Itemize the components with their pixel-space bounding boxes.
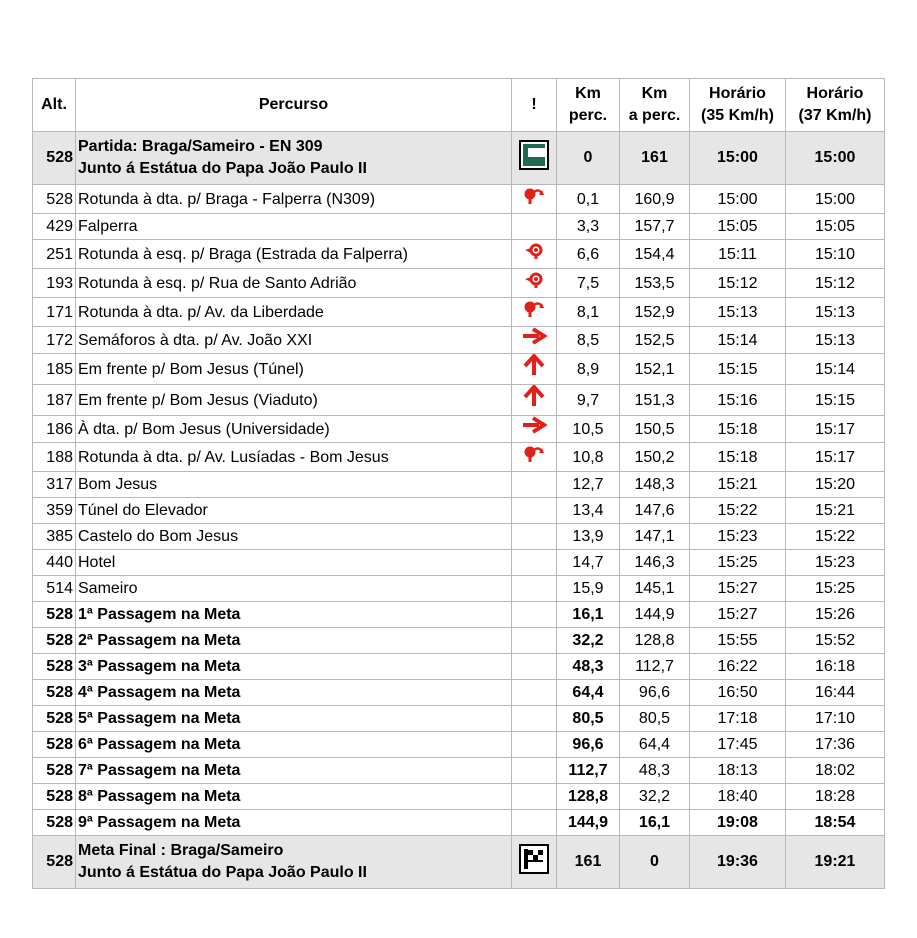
row-alt: 185 [33,354,76,385]
row-km: 14,7 [557,550,620,576]
route-row [33,498,885,524]
row-km-left: 154,4 [620,240,690,269]
row-km-left: 150,2 [620,443,690,472]
header-km-perc-line2: perc. [568,107,608,124]
row-h35: 15:27 [690,576,786,602]
route-row [33,416,885,443]
row-km: 13,9 [557,524,620,550]
header-alt: Alt. [33,79,76,132]
row-alt: 528 [33,784,76,810]
route-row [33,732,885,758]
row-h37: 15:13 [786,298,885,327]
row-km-left: 152,9 [620,298,690,327]
header-horario-37 [786,79,885,132]
finish-h35: 19:36 [690,836,786,889]
start-alt: 528 [33,132,76,185]
row-icon-cell [512,550,557,576]
row-alt: 429 [33,214,76,240]
route-row [33,354,885,385]
row-icon-cell [512,354,557,385]
row-percurso: 5ª Passagem na Meta [76,706,512,732]
arrow-up-icon [522,354,546,384]
row-km: 112,7 [557,758,620,784]
row-h35: 18:13 [690,758,786,784]
row-h35: 17:18 [690,706,786,732]
header-horario-35 [690,79,786,132]
start-percurso [76,132,512,185]
row-h37: 15:26 [786,602,885,628]
row-km-left: 112,7 [620,654,690,680]
row-h37: 15:13 [786,327,885,354]
row-km: 16,1 [557,602,620,628]
row-h35: 15:55 [690,628,786,654]
row-alt: 385 [33,524,76,550]
row-km: 96,6 [557,732,620,758]
row-icon-cell [512,327,557,354]
row-icon-cell [512,214,557,240]
row-km-left: 64,4 [620,732,690,758]
finish-alt: 528 [33,836,76,889]
header-km-perc-line1: Km [575,85,601,102]
finish-row [33,836,885,889]
row-h35: 16:50 [690,680,786,706]
row-h35: 15:21 [690,472,786,498]
row-percurso: 3ª Passagem na Meta [76,654,512,680]
row-h37: 15:12 [786,269,885,298]
row-km: 13,4 [557,498,620,524]
row-icon-cell [512,680,557,706]
route-row [33,214,885,240]
row-percurso: 9ª Passagem na Meta [76,810,512,836]
row-icon-cell [512,385,557,416]
finish-km: 161 [557,836,620,889]
row-icon-cell [512,298,557,327]
row-h35: 15:25 [690,550,786,576]
row-h35: 15:05 [690,214,786,240]
row-km: 12,7 [557,472,620,498]
row-percurso: 8ª Passagem na Meta [76,784,512,810]
row-h37: 16:44 [786,680,885,706]
finish-flag-icon [519,844,549,881]
row-percurso: Rotunda à esq. p/ Rua de Santo Adrião [76,269,512,298]
row-h37: 15:15 [786,385,885,416]
row-km: 10,8 [557,443,620,472]
row-h37: 15:23 [786,550,885,576]
start-h35: 15:00 [690,132,786,185]
row-km-left: 157,7 [620,214,690,240]
row-icon-cell [512,416,557,443]
row-h35: 15:12 [690,269,786,298]
row-km: 8,5 [557,327,620,354]
finish-percurso [76,836,512,889]
row-alt: 528 [33,706,76,732]
row-percurso: Em frente p/ Bom Jesus (Viaduto) [76,385,512,416]
row-km: 3,3 [557,214,620,240]
row-alt: 188 [33,443,76,472]
row-km-left: 160,9 [620,185,690,214]
route-table [32,78,885,889]
row-h35: 18:40 [690,784,786,810]
row-icon-cell [512,784,557,810]
row-icon-cell [512,654,557,680]
header-horario-37-line1: Horário [806,85,864,102]
row-h35: 15:15 [690,354,786,385]
row-km: 8,1 [557,298,620,327]
row-km: 128,8 [557,784,620,810]
row-alt: 528 [33,810,76,836]
row-icon-cell [512,810,557,836]
row-km-left: 150,5 [620,416,690,443]
finish-icon-cell [512,836,557,889]
row-h35: 15:18 [690,416,786,443]
row-h37: 18:54 [786,810,885,836]
row-h37: 17:10 [786,706,885,732]
row-alt: 528 [33,732,76,758]
route-row [33,810,885,836]
row-km: 144,9 [557,810,620,836]
row-percurso: 1ª Passagem na Meta [76,602,512,628]
row-km: 32,2 [557,628,620,654]
arrow-right-icon [521,327,547,353]
finish-line2: Junto á Estátua do Papa João Paulo II [78,864,367,881]
start-h37: 15:00 [786,132,885,185]
row-km: 0,1 [557,185,620,214]
route-row [33,240,885,269]
finish-h37: 19:21 [786,836,885,889]
route-row [33,550,885,576]
row-km-left: 32,2 [620,784,690,810]
row-h35: 15:16 [690,385,786,416]
header-horario-37-line2: (37 Km/h) [798,107,872,124]
row-h35: 15:18 [690,443,786,472]
header-km-a-perc-line1: Km [641,85,668,102]
row-icon-cell [512,443,557,472]
row-percurso: Semáforos à dta. p/ Av. João XXI [76,327,512,354]
row-percurso: Castelo do Bom Jesus [76,524,512,550]
row-h37: 15:14 [786,354,885,385]
row-h37: 15:05 [786,214,885,240]
row-percurso: À dta. p/ Bom Jesus (Universidade) [76,416,512,443]
header-row [33,79,885,132]
row-h37: 18:02 [786,758,885,784]
row-alt: 172 [33,327,76,354]
row-h37: 15:25 [786,576,885,602]
row-alt: 528 [33,628,76,654]
row-icon-cell [512,185,557,214]
row-h35: 15:00 [690,185,786,214]
row-km-left: 96,6 [620,680,690,706]
header-horario-35-line2: (35 Km/h) [701,107,774,124]
row-h37: 15:21 [786,498,885,524]
row-km: 15,9 [557,576,620,602]
row-icon-cell [512,758,557,784]
row-percurso: Túnel do Elevador [76,498,512,524]
start-km-left: 161 [620,132,690,185]
row-km-left: 128,8 [620,628,690,654]
row-h35: 16:22 [690,654,786,680]
row-alt: 187 [33,385,76,416]
row-percurso: 4ª Passagem na Meta [76,680,512,706]
row-h37: 18:28 [786,784,885,810]
row-alt: 171 [33,298,76,327]
row-h35: 15:11 [690,240,786,269]
finish-km-left: 0 [620,836,690,889]
row-km-left: 146,3 [620,550,690,576]
arrow-right-icon [521,416,547,442]
row-h37: 15:22 [786,524,885,550]
start-line2: Junto á Estátua do Papa João Paulo II [78,160,367,177]
route-row [33,680,885,706]
route-row [33,269,885,298]
row-h37: 15:52 [786,628,885,654]
row-icon-cell [512,524,557,550]
row-h35: 17:45 [690,732,786,758]
row-km: 9,7 [557,385,620,416]
roundabout-left-icon [522,240,546,268]
roundabout-left-icon [522,269,546,297]
row-km: 6,6 [557,240,620,269]
row-percurso: Falperra [76,214,512,240]
row-h37: 17:36 [786,732,885,758]
row-alt: 528 [33,602,76,628]
row-km-left: 147,6 [620,498,690,524]
header-km-a-perc-line2: a perc. [628,107,681,124]
row-h37: 15:00 [786,185,885,214]
row-h37: 15:17 [786,416,885,443]
row-km: 48,3 [557,654,620,680]
route-row [33,327,885,354]
roundabout-right-icon [522,443,546,471]
row-percurso: Rotunda à dta. p/ Braga - Falperra (N309) [76,185,512,214]
row-km-left: 152,5 [620,327,690,354]
row-percurso: 6ª Passagem na Meta [76,732,512,758]
start-flag-icon [519,140,549,177]
header-percurso: Percurso [76,79,512,132]
start-line1: Partida: Braga/Sameiro - EN 309 [78,138,323,155]
row-km-left: 148,3 [620,472,690,498]
row-alt: 440 [33,550,76,576]
row-icon-cell [512,576,557,602]
row-alt: 193 [33,269,76,298]
row-icon-cell [512,498,557,524]
row-alt: 528 [33,680,76,706]
row-alt: 514 [33,576,76,602]
row-km-left: 80,5 [620,706,690,732]
route-row [33,758,885,784]
row-icon-cell [512,628,557,654]
row-km-left: 147,1 [620,524,690,550]
row-km: 7,5 [557,269,620,298]
row-icon-cell [512,240,557,269]
row-alt: 359 [33,498,76,524]
row-percurso: Rotunda à dta. p/ Av. Lusíadas - Bom Jesus [76,443,512,472]
route-row [33,576,885,602]
route-row [33,472,885,498]
row-alt: 528 [33,654,76,680]
row-icon-cell [512,732,557,758]
row-percurso: Em frente p/ Bom Jesus (Túnel) [76,354,512,385]
row-h35: 15:23 [690,524,786,550]
row-h35: 15:14 [690,327,786,354]
arrow-up-icon [522,385,546,415]
row-km-left: 153,5 [620,269,690,298]
start-icon-cell [512,132,557,185]
route-row [33,628,885,654]
row-alt: 528 [33,758,76,784]
row-km-left: 16,1 [620,810,690,836]
route-row [33,784,885,810]
row-h35: 15:13 [690,298,786,327]
row-km-left: 152,1 [620,354,690,385]
row-km-left: 48,3 [620,758,690,784]
row-percurso: 7ª Passagem na Meta [76,758,512,784]
route-row [33,654,885,680]
row-h37: 15:10 [786,240,885,269]
row-percurso: Bom Jesus [76,472,512,498]
finish-line1: Meta Final : Braga/Sameiro [78,842,284,859]
route-row [33,602,885,628]
row-alt: 186 [33,416,76,443]
row-h37: 16:18 [786,654,885,680]
header-km-perc [557,79,620,132]
roundabout-right-icon [522,298,546,326]
row-icon-cell [512,269,557,298]
row-km: 10,5 [557,416,620,443]
row-km: 64,4 [557,680,620,706]
route-row [33,443,885,472]
roundabout-right-icon [522,185,546,213]
row-h37: 15:17 [786,443,885,472]
row-h35: 15:22 [690,498,786,524]
row-alt: 528 [33,185,76,214]
row-icon-cell [512,706,557,732]
header-horario-35-line1: Horário [709,85,766,102]
row-percurso: Sameiro [76,576,512,602]
row-h35: 15:27 [690,602,786,628]
row-km-left: 151,3 [620,385,690,416]
start-km: 0 [557,132,620,185]
row-percurso: Hotel [76,550,512,576]
row-icon-cell [512,472,557,498]
start-row [33,132,885,185]
row-km-left: 145,1 [620,576,690,602]
route-row [33,706,885,732]
header-alert: ! [512,79,557,132]
row-icon-cell [512,602,557,628]
row-h35: 19:08 [690,810,786,836]
route-row [33,524,885,550]
row-percurso: Rotunda à dta. p/ Av. da Liberdade [76,298,512,327]
row-km: 8,9 [557,354,620,385]
header-km-a-perc [620,79,690,132]
row-h37: 15:20 [786,472,885,498]
route-row [33,298,885,327]
row-percurso: Rotunda à esq. p/ Braga (Estrada da Falperra) [76,240,512,269]
route-row [33,185,885,214]
route-row [33,385,885,416]
row-km: 80,5 [557,706,620,732]
row-alt: 251 [33,240,76,269]
row-km-left: 144,9 [620,602,690,628]
row-percurso: 2ª Passagem na Meta [76,628,512,654]
row-alt: 317 [33,472,76,498]
